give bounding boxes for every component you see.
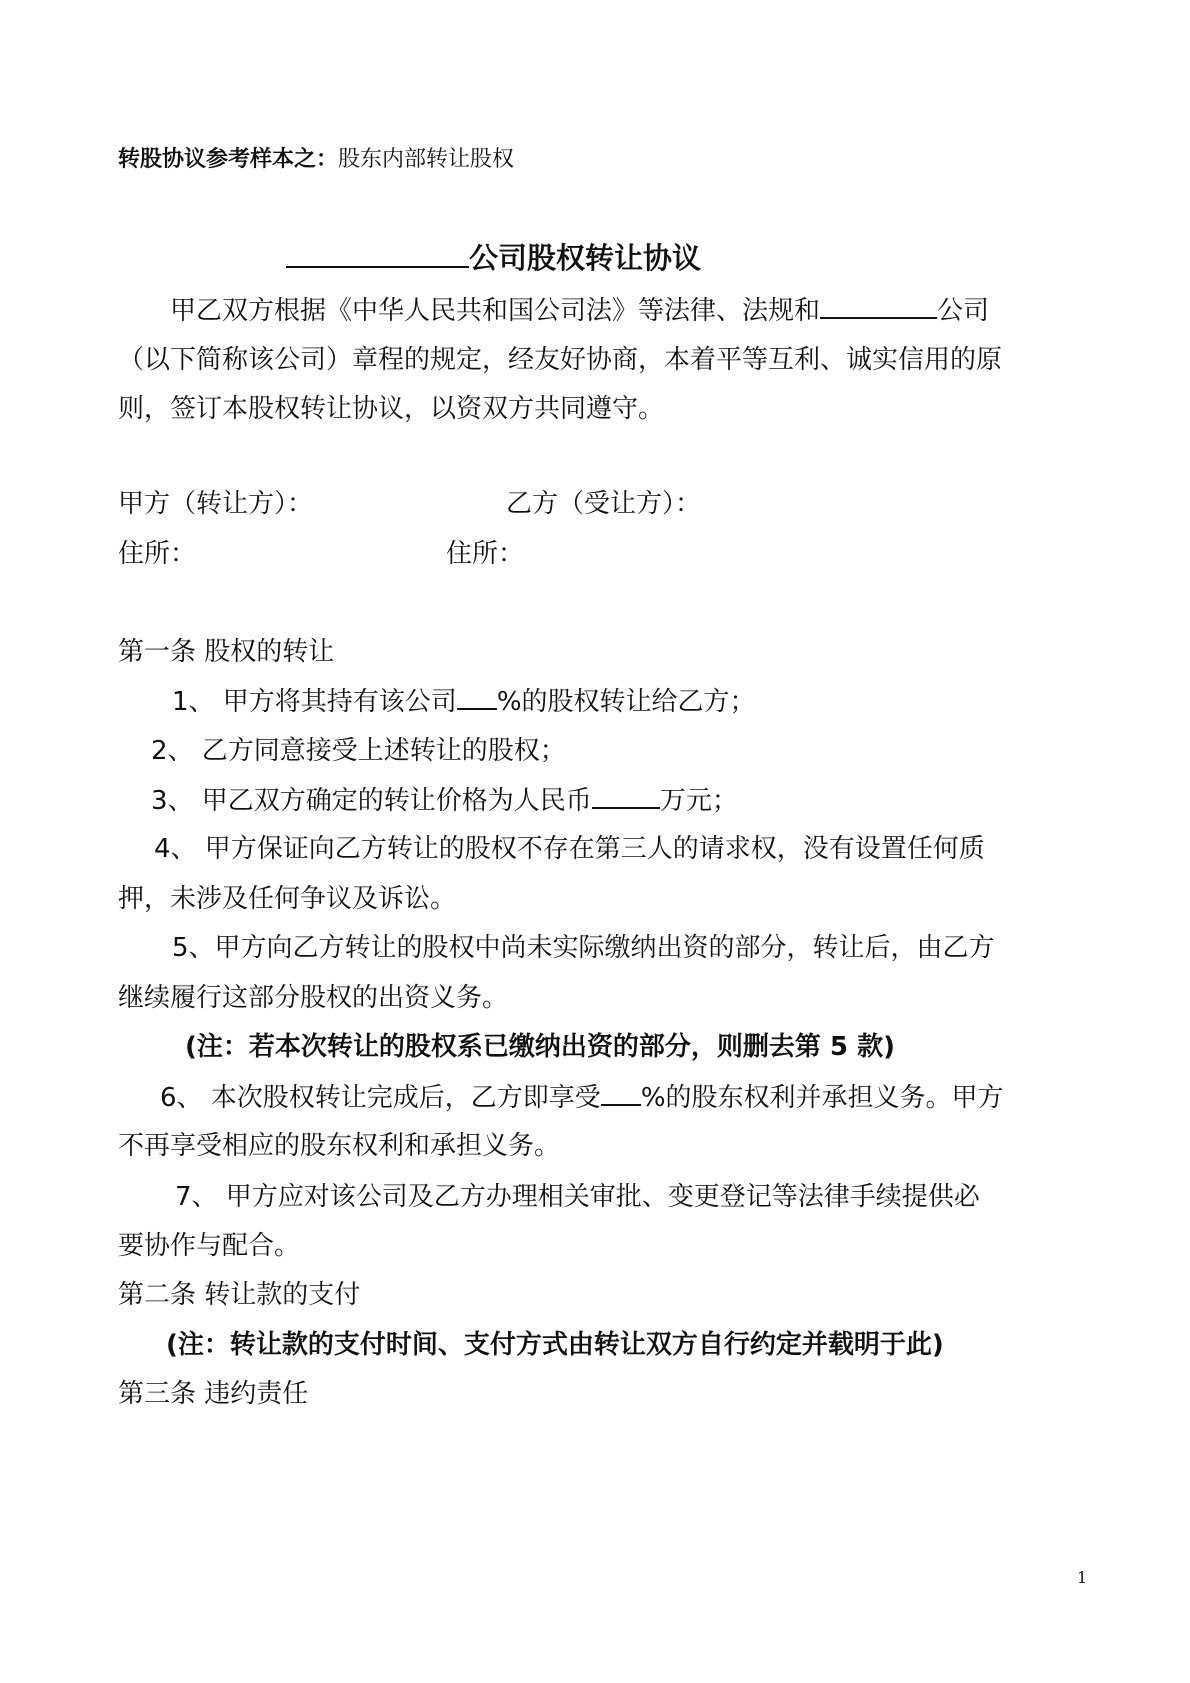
article-1-clause-6-line-1 — [160, 1080, 1004, 1115]
company-blank — [820, 293, 937, 319]
preamble-line-2: （以下简称该公司）章程的规定，经友好协商，本着平等互利、诚实信用的原 — [118, 345, 1003, 375]
clause-text: 3、 甲乙双方确定的转让价格为人民币 — [151, 786, 592, 816]
party-b-label: 乙方（受让方）： — [506, 489, 702, 519]
preamble-text: 甲乙双方根据《中华人民共和国公司法》等法律、法规和 — [170, 296, 821, 326]
article-1-clause-5-line-1: 5、甲方向乙方转让的股权中尚未实际缴纳出资的部分，转让后，由乙方 — [172, 933, 995, 963]
party-b-address-label: 住所： — [446, 539, 525, 569]
percentage-blank — [457, 684, 497, 710]
company-name-blank — [286, 242, 469, 268]
article-1-clause-7-line-2: 要协作与配合。 — [118, 1231, 301, 1261]
article-1-note: (注：若本次转让的股权系已缴纳出资的部分，则删去第 5 款) — [185, 1032, 895, 1062]
sample-header-lead: 转股协议参考样本之： — [118, 147, 339, 172]
clause-text: 6、 本次股权转让完成后，乙方即享受 — [160, 1083, 601, 1113]
article-2-note: (注：转让款的支付时间、支付方式由转让双方自行约定并载明于此) — [166, 1330, 944, 1360]
preamble-text: 公司 — [937, 296, 990, 326]
page-number: 1 — [1077, 1568, 1088, 1587]
article-1-clause-1 — [172, 684, 756, 719]
article-1-clause-5-line-2: 继续履行这部分股权的出资义务。 — [118, 983, 509, 1013]
document-title-text: 公司股权转让协议 — [469, 241, 702, 275]
clause-text: %的股权转让给乙方； — [496, 687, 756, 717]
article-1-heading: 第一条 股权的转让 — [118, 637, 335, 667]
sample-header-subject: 股东内部转让股权 — [338, 147, 515, 172]
clause-text: %的股东权利并承担义务。甲方 — [640, 1083, 1004, 1113]
party-a-address-label: 住所： — [118, 539, 197, 569]
article-1-clause-6-line-2: 不再享受相应的股东权利和承担义务。 — [118, 1131, 561, 1161]
preamble-line-1 — [170, 293, 989, 328]
preamble-line-3: 则，签订本股权转让协议，以资双方共同遵守。 — [118, 394, 665, 424]
document-title — [286, 241, 701, 275]
article-2-heading: 第二条 转让款的支付 — [118, 1280, 361, 1310]
article-1-clause-3 — [151, 783, 738, 818]
article-1-clause-4-line-2: 押，未涉及任何争议及诉讼。 — [118, 884, 457, 914]
clause-text: 万元； — [659, 786, 738, 816]
article-1-clause-4-line-1: 4、 甲方保证向乙方转让的股权不存在第三人的请求权，没有设置任何质 — [154, 834, 985, 864]
clause-text: 1、 甲方将其持有该公司 — [172, 687, 457, 717]
article-1-clause-7-line-1: 7、 甲方应对该公司及乙方办理相关审批、变更登记等法律手续提供必 — [175, 1182, 980, 1212]
article-3-heading: 第三条 违约责任 — [118, 1379, 309, 1409]
sample-header — [118, 143, 514, 177]
share-percentage-blank — [601, 1080, 641, 1106]
party-a-label: 甲方（转让方）： — [118, 489, 314, 519]
price-blank — [592, 783, 660, 809]
article-1-clause-2: 2、 乙方同意接受上述转让的股权； — [151, 736, 566, 766]
